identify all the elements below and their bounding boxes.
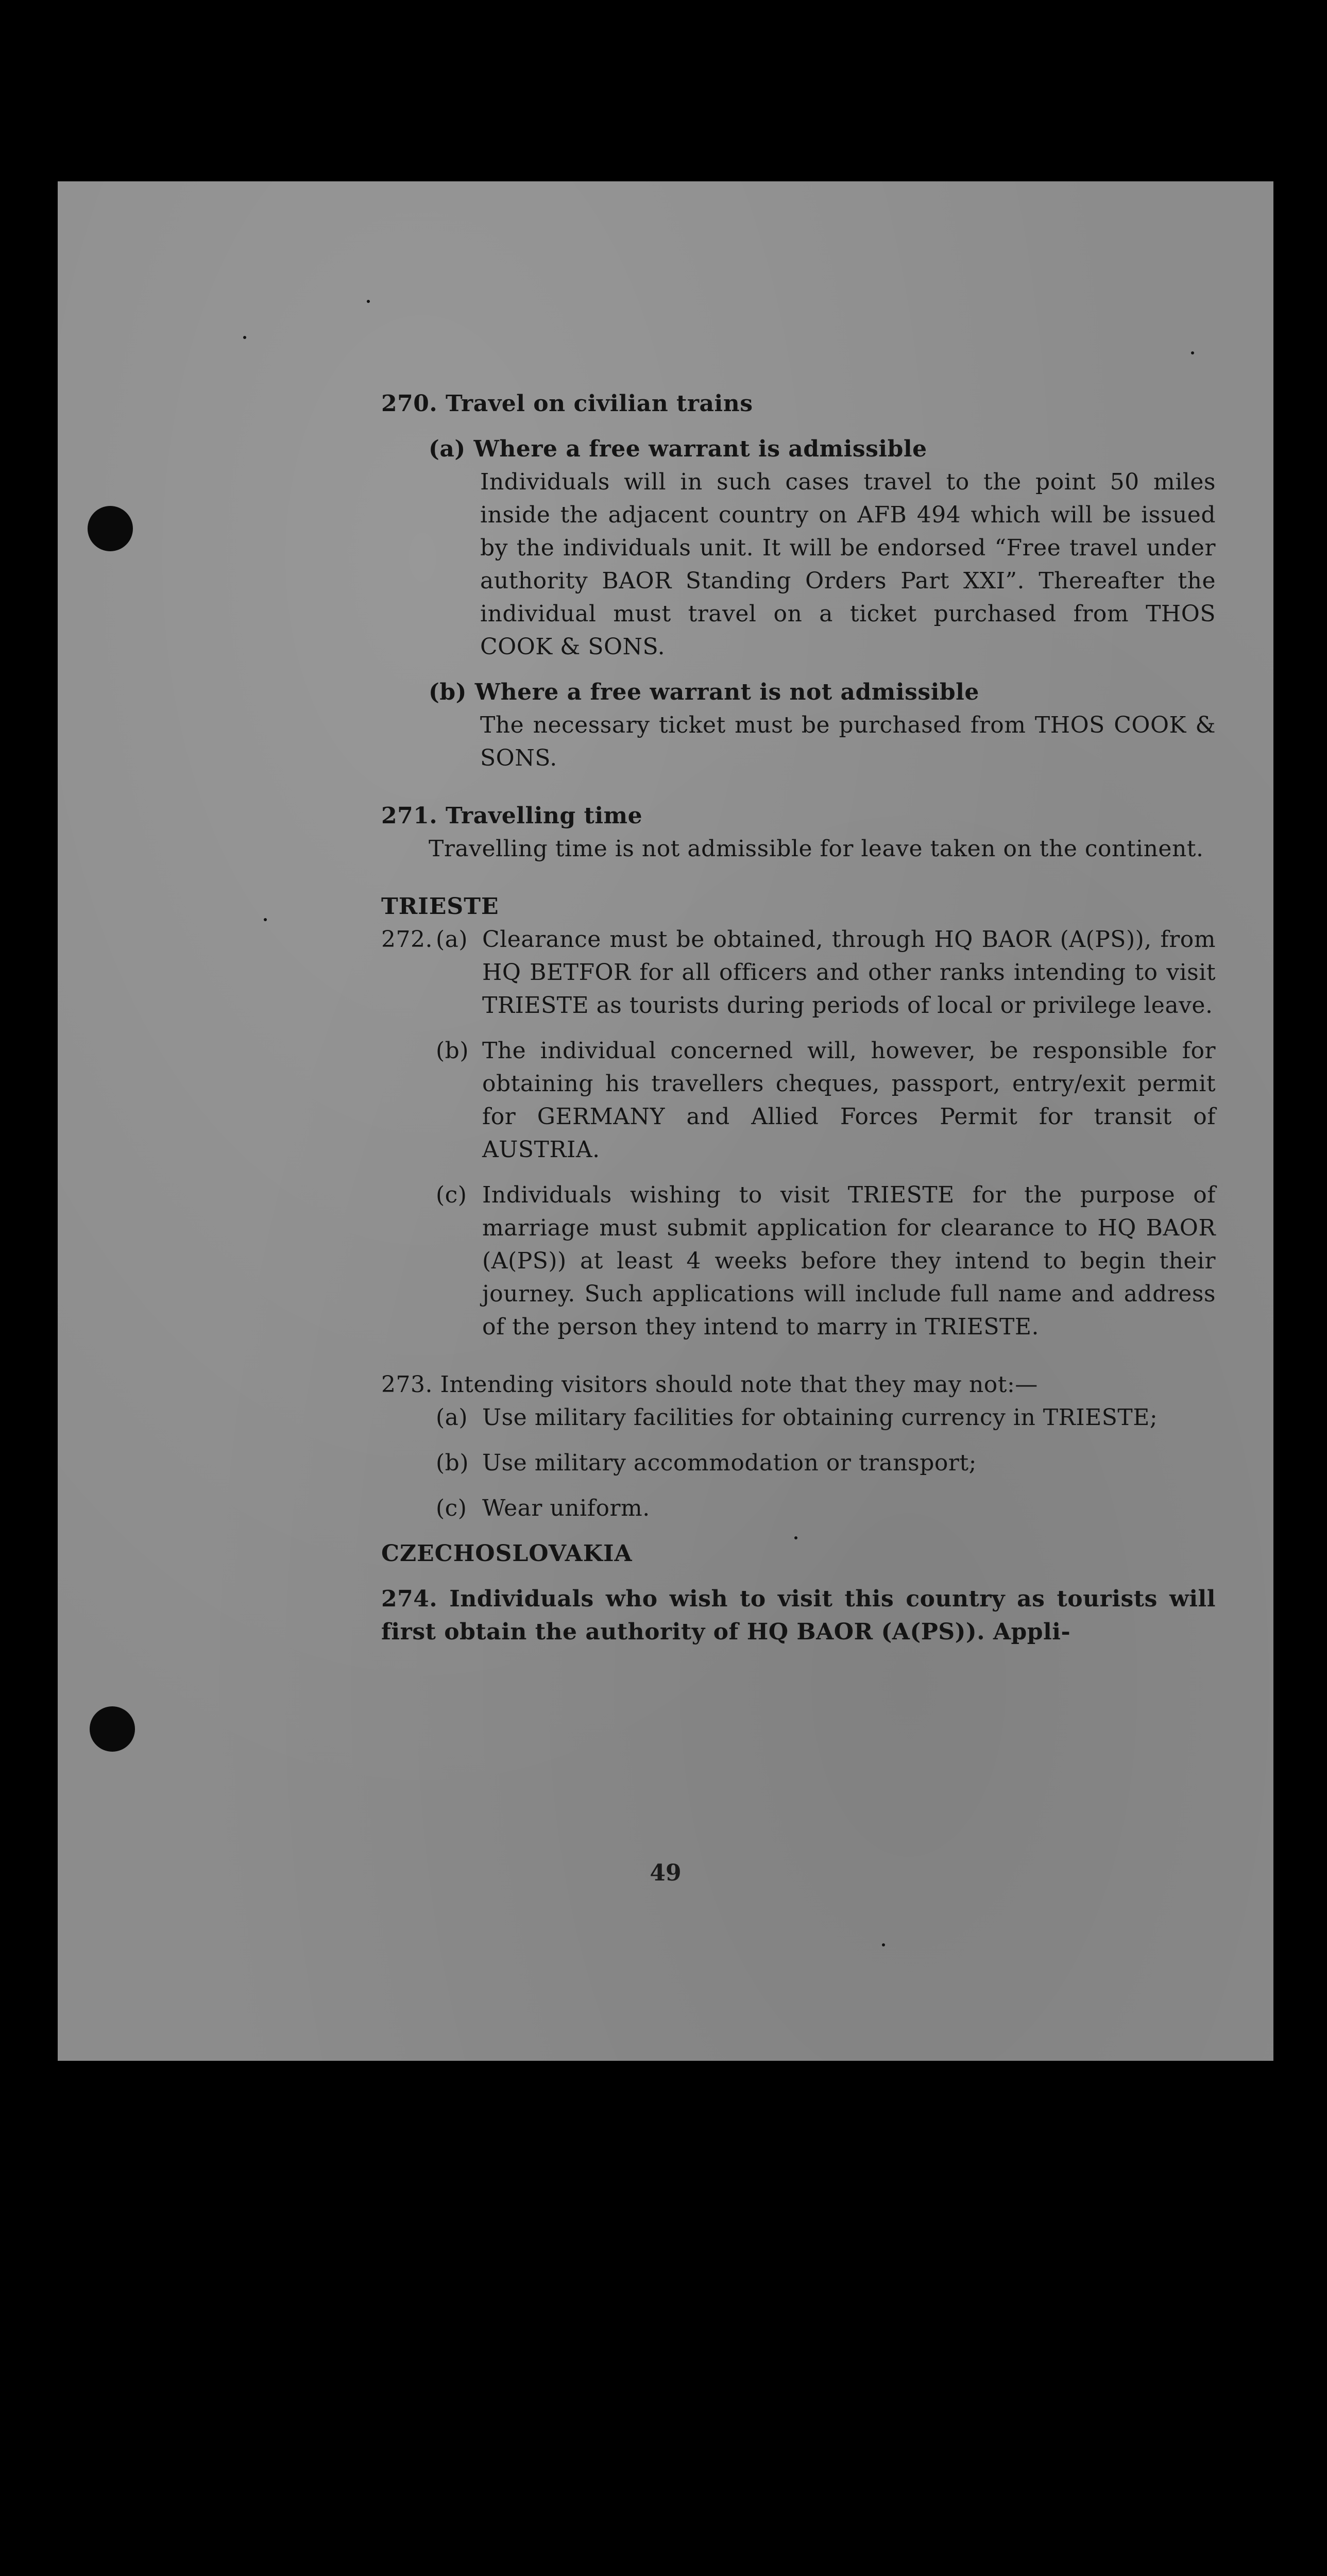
item-label: (c) <box>436 1182 467 1208</box>
item-label: (a) <box>436 1404 468 1431</box>
section-270-a-body: Individuals will in such cases travel to the point 50 miles inside the adjacent country on AFB 494 which will be issued by the individuals unit. It will be endorsed “Free travel under authority BAOR Standing Orders Part XXI”. Thereafter the individual must travel on a ticket purchased from THOS COOK & SONS. <box>480 469 1216 660</box>
punch-hole <box>90 1706 135 1752</box>
section-272-c-body: Individuals wishing to visit TRIESTE for the purpose of marriage must submit application for clearance to HQ BAOR (A(PS)) at least 4 weeks before they intend to begin their journey. Such applications will include full name and address of the person they intend to marry in TRIESTE. <box>482 1182 1216 1340</box>
item-label: (b) <box>436 1038 469 1064</box>
speck <box>882 1943 885 1946</box>
section-273-a <box>436 1401 1216 1434</box>
section-272-number: 272. <box>381 926 433 953</box>
section-270-heading: 270. Travel on civilian trains <box>381 391 753 417</box>
page-number: 49 <box>650 1860 682 1886</box>
document-page <box>58 181 1273 2061</box>
section-273-b <box>436 1447 1216 1480</box>
section-273-a-body: Use military facilities for obtaining currency in TRIESTE; <box>482 1404 1158 1431</box>
speck <box>243 336 246 339</box>
section-270-b-body: The necessary ticket must be purchased from THOS COOK & SONS. <box>480 712 1216 771</box>
section-271-heading: 271. Travelling time <box>381 803 643 829</box>
section-272-c <box>436 1179 1216 1344</box>
section-272-b-body: The individual concerned will, however, be responsible for obtaining his travellers cheques, passport, entry/exit permit for GERMANY and Allied Forces Permit for transit of AUSTRIA. <box>482 1038 1216 1163</box>
section-274-body: 274. Individuals who wish to visit this country as tourists will first obtain the authority of HQ BAOR (A(PS)). Appli- <box>381 1586 1216 1645</box>
czechoslovakia-title: CZECHOSLOVAKIA <box>381 1540 633 1567</box>
section-271-body: Travelling time is not admissible for leave taken on the continent. <box>429 836 1204 862</box>
section-273-c <box>436 1492 1216 1525</box>
section-273-b-body: Use military accommodation or transport; <box>482 1450 977 1476</box>
section-270-b-heading: (b) Where a free warrant is not admissible <box>429 679 979 705</box>
item-label: (b) <box>436 1450 469 1476</box>
speck <box>367 300 370 303</box>
section-272-b <box>436 1035 1216 1166</box>
document-body <box>381 387 1216 1649</box>
speck <box>1191 351 1194 354</box>
item-label: (c) <box>436 1495 467 1521</box>
section-272-a <box>381 923 1216 1022</box>
item-label: (a) <box>436 926 468 953</box>
section-273-intro: 273. Intending visitors should note that they may not:— <box>381 1371 1038 1398</box>
speck <box>264 918 267 921</box>
trieste-title: TRIESTE <box>381 893 499 920</box>
section-272-a-body: Clearance must be obtained, through HQ BAOR (A(PS)), from HQ BETFOR for all officers and other ranks intending to visit TRIESTE as tourists during periods of local or privilege leave. <box>482 926 1216 1019</box>
punch-hole <box>88 506 133 551</box>
section-270-a-heading: (a) Where a free warrant is admissible <box>429 436 927 462</box>
section-273-c-body: Wear uniform. <box>482 1495 650 1521</box>
